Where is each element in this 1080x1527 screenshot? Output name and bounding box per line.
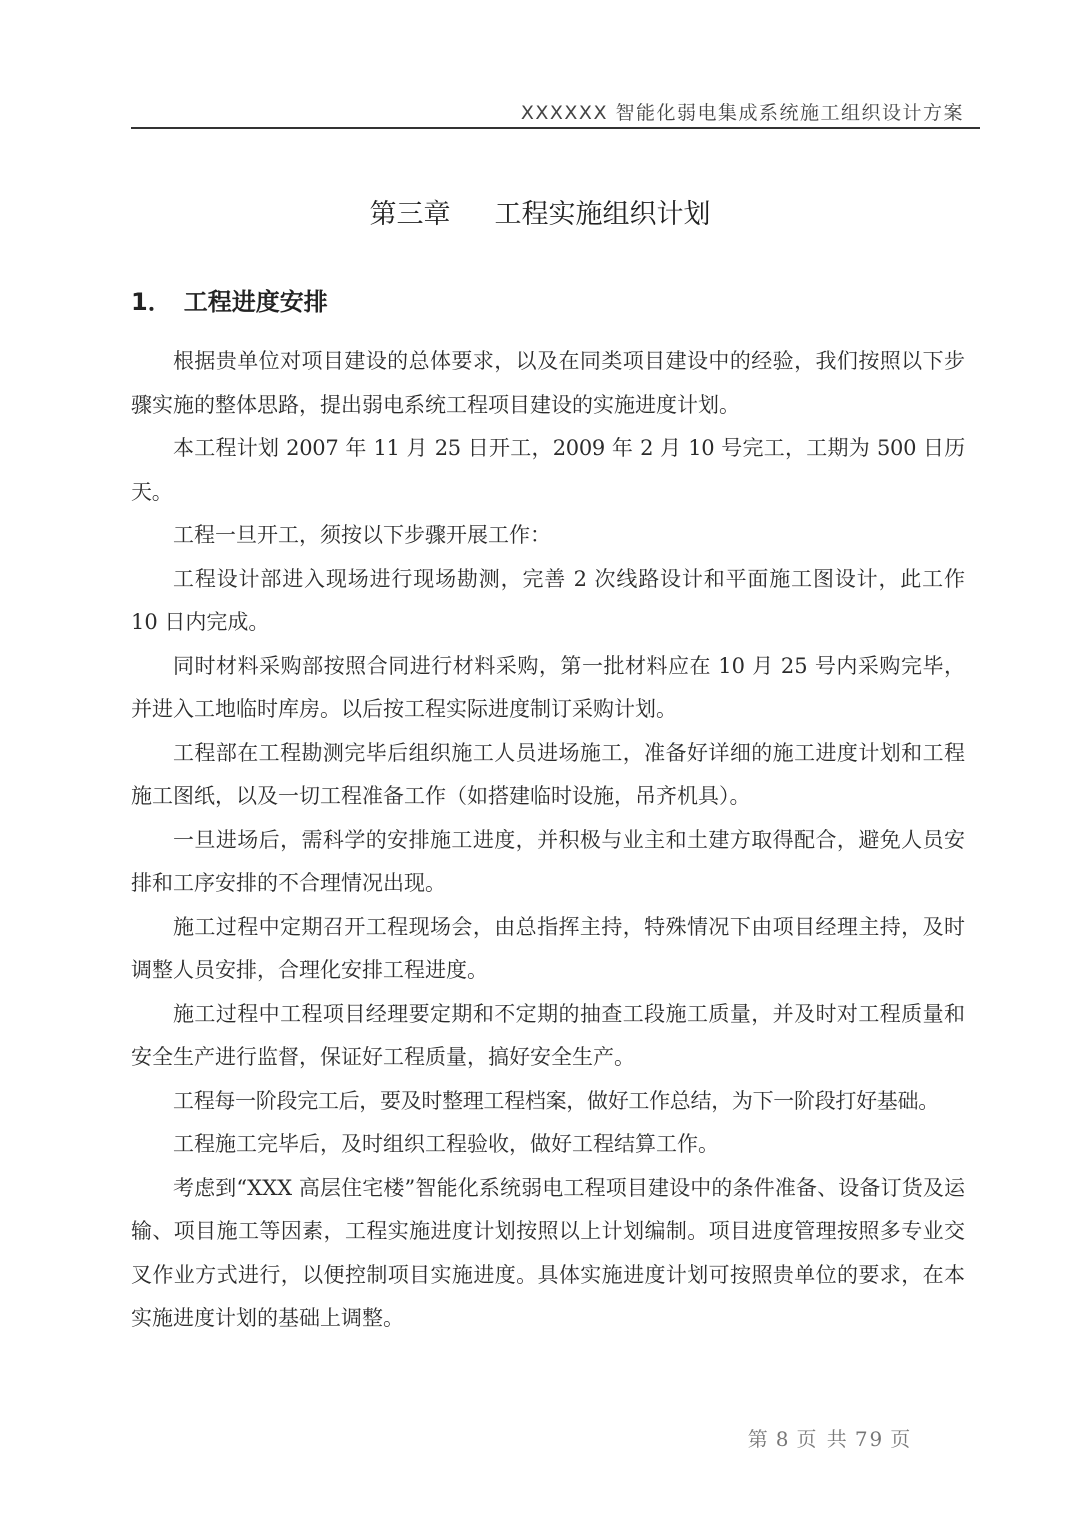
- page-total: 79: [854, 1427, 885, 1451]
- body-text: [131, 340, 965, 1341]
- paragraph: 工程设计部进入现场进行现场勘测，完善 2 次线路设计和平面施工图设计，此工作 10 日内完成。: [131, 566, 965, 634]
- paragraph: 本工程计划 2007 年 11 月 25 日开工，2009 年 2 月 10 号完工，工期为 500 日历天。: [131, 436, 965, 504]
- page-label-suffix: 页: [890, 1427, 913, 1451]
- page-label-mid: 页 共: [796, 1427, 849, 1451]
- running-header-title: XXXXXX 智能化弱电集成系统施工组织设计方案: [520, 102, 964, 124]
- chapter-heading: [0, 192, 1080, 231]
- section-number: 1．: [131, 288, 172, 316]
- section-heading: [131, 282, 328, 317]
- header-divider: [131, 127, 980, 129]
- paragraph: 施工过程中工程项目经理要定期和不定期的抽查工段施工质量，并及时对工程质量和安全生产进行监督，保证好工程质量，搞好安全生产。: [131, 1001, 965, 1069]
- paragraph: 一旦进场后，需科学的安排施工进度，并积极与业主和土建方取得配合，避免人员安排和工序安排的不合理情况出现。: [131, 827, 965, 895]
- chapter-title: 工程实施组织计划: [494, 199, 711, 230]
- paragraph: 根据贵单位对项目建设的总体要求，以及在同类项目建设中的经验，我们按照以下步骤实施的整体思路，提出弱电系统工程项目建设的实施进度计划。: [131, 349, 965, 417]
- paragraph: 施工过程中定期召开工程现场会，由总指挥主持，特殊情况下由项目经理主持，及时调整人员安排，合理化安排工程进度。: [131, 914, 965, 982]
- page-label-prefix: 第: [747, 1427, 770, 1451]
- paragraph: 工程施工完毕后，及时组织工程验收，做好工程结算工作。: [173, 1132, 719, 1156]
- paragraph: 考虑到“XXX 高层住宅楼”智能化系统弱电工程项目建设中的条件准备、设备订货及运输、项目施工等因素，工程实施进度计划按照以上计划编制。项目进度管理按照多专业交叉作业方式进行，以便控制项目实施进度。具体实施进度计划可按照贵单位的要求，在本实施进度计划的基础上调整。: [131, 1175, 965, 1330]
- page-number-footer: [0, 1423, 1080, 1452]
- paragraph: 工程每一阶段完工后，要及时整理工程档案，做好工作总结，为下一阶段打好基础。: [173, 1088, 939, 1113]
- paragraph: 工程部在工程勘测完毕后组织施工人员进场施工，准备好详细的施工进度计划和工程施工图纸，以及一切工程准备工作（如搭建临时设施，吊齐机具）。: [131, 740, 965, 808]
- paragraph: 同时材料采购部按照合同进行材料采购，第一批材料应在 10 月 25 号内采购完毕，并进入工地临时库房。以后按工程实际进度制订采购计划。: [131, 653, 965, 721]
- section-title: 工程进度安排: [183, 288, 328, 316]
- page-number: 8: [775, 1427, 791, 1451]
- chapter-number: 第三章: [369, 199, 451, 230]
- paragraph: 工程一旦开工，须按以下步骤开展工作：: [173, 523, 551, 547]
